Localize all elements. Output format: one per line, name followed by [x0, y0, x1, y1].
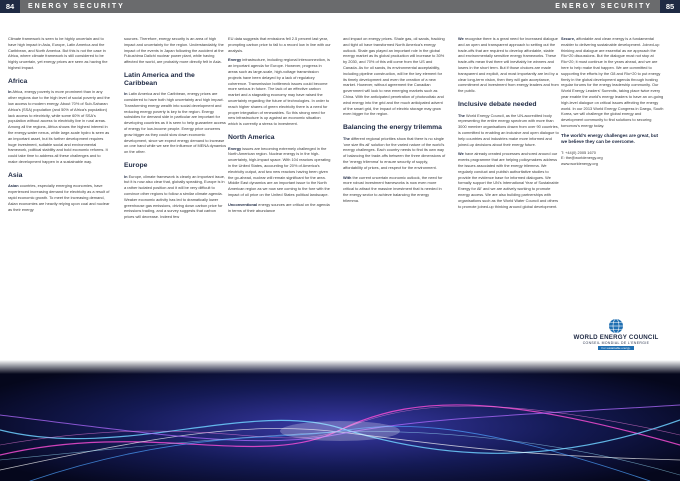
energy-security-paragraph: sources. Therefore, energy security is an area of high impact and uncertainty for the region. Understandably, the impact of the events in Japan following the accident at the Fukushima Daiichi nuclear power plant, while having affected the world, are probably more directly felt in Asia. [124, 36, 224, 65]
photo-top-fade [0, 360, 680, 400]
africa-text: Africa, energy poverty is more prominent than in any other regions due to the high level of social poverty and the low access to modern energy. About 70% of Sub-Saharan Africa's (SSA) population (and 50% of Africa's population) lack access to electricity, while some 60% of SSA's population without access to electricity live in rural areas. Among all the regions, Africa shows the highest interest in the energy-water nexus, while large-scale hydro is seen as an important asset, but its further development requires huge investment, suitable social and environmental framework, political stability and bold economic reforms. It could take time to address all these challenges and to make development happen in a sustainable way. [8, 89, 110, 164]
column-1 [8, 36, 111, 216]
africa-paragraph [8, 89, 111, 164]
globe-icon [608, 318, 624, 334]
processes-text: have already created processes anchored around our events programme that are helping policymakers address the issues associated with the energy trilemma. We regularly conduct and publish authoritative studies to provide the evidence base for informed dialogues. We formally support the UN's International Year of Sustainable Energy for All' and we are actively working to promote energy access. We are also building partnerships with organisations such as the World Water Council and others to promote joined-up thinking around global development. [458, 151, 559, 209]
processes-lead: We [458, 151, 464, 157]
column-4 [343, 36, 446, 208]
lac-paragraph [124, 91, 227, 155]
trilemma-lead: The [343, 135, 350, 141]
europe-lead: In [124, 173, 128, 179]
contact-website[interactable]: www.worldenergy.org [561, 161, 598, 167]
infrastructure-lead: Energy [228, 57, 242, 63]
asia-paragraph [8, 183, 111, 212]
energy-flow-photo [0, 360, 680, 481]
heading-asia: Asia [8, 171, 23, 179]
column-6 [561, 36, 664, 167]
heading-africa: Africa [8, 77, 28, 85]
column-2 [124, 36, 227, 224]
na-paragraph [228, 146, 331, 198]
europe-text: Europe, climate framework is clearly an important issue, but it is now also clear that, globally speaking, Europe is in a rather isolated position and it will be very difficult to convince other regions to follow a similar climate agenda. Weaker economic activity has led to dramatically lower greenhouse gas emissions, driving down carbon price for emissions trading, and a survey suggests that carbon prices will decrease. Indeed few [124, 173, 226, 220]
world-energy-council-logo [561, 318, 671, 352]
secure-text: affordable and clean energy is a fundamental enabler to delivering sustainable development. Joined-up thinking and dialogue are essential as we approach the Rio+20 discussions. But the dialogue must not stop at Rio+20; it must continue in the years ahead, and we are here to help make that happen. We are committed to supporting the efforts by the G8 and Rio+20 to put energy firmly in the global development agenda through hosting regular forums for the energy leadership community. Our World Energy Leaders' Summits, taking place twice every year enable the world's energy leaders to have an on-going high-level dialogue on critical issues affecting the energy world. In our 2013 World Energy Congress in Daegu, South Korea, we will challenge the global energy and development community to find solutions to securing tomorrow's energy today. [561, 36, 664, 128]
unconventional-lead: Unconventional [228, 201, 258, 207]
eu-data-paragraph: EU data suggests that emissions fell 2.5 percent last year, prompting carbon price to fall to a record low in line with our analysis. [228, 36, 331, 53]
running-title-left: ENERGY SECURITY [28, 3, 125, 10]
investment-lead: With [343, 174, 352, 180]
header-bar-left [0, 0, 340, 13]
dialogue-paragraph [458, 36, 561, 94]
heading-north-america: North America [228, 133, 275, 141]
wec-paragraph [458, 113, 561, 148]
heading-latin-america: Latin America and the Caribbean [124, 71, 195, 87]
secure-paragraph [561, 36, 664, 129]
page-number-right: 85 [660, 0, 680, 13]
infrastructure-text: infrastructure, including regional interconnection, is an important agenda for Europe. However, progress in areas such as large-scale, high-voltage transmission projects have been delayed by a lack of regulatory coherence. Transmission bottleneck issues could become more serious in future. The lack of an effective carbon market and a stagnating economy may have raised the uncertainty regarding the future of technologies. In order to reach higher shares of green electricity there is a need for proper integration of renewables. So this strong need for new infrastructure is up against an economic situation which is currently a stress to investment. [228, 57, 330, 127]
contact-email[interactable]: E: the@worldenergy.org [561, 155, 603, 161]
heading-inclusive-debate: Inclusive debate needed [458, 100, 537, 108]
unconventional-text: energy sources are critical on the agenda in terms of their abundance [228, 201, 330, 213]
logo-name: WORLD ENERGY COUNCIL [573, 334, 659, 341]
light-core [280, 421, 400, 441]
logo-tagline: For sustainable energy. [598, 346, 633, 350]
running-title-right: ENERGY SECURITY [555, 3, 652, 10]
dialogue-text: recognise there is a great need for increased dialogue and an open and transparent approach to setting out the trade-offs that are required to develop affordable, stable and environmentally sensitive energy frameworks. These trade-offs mean that there will inevitably be winners and losers in the short term. But if those choices are made transparent and explicit, and most importantly are led by a clear long-term vision, then they will gain acceptance, commitment and investment from energy leaders and from the public. [458, 36, 559, 94]
shale-paragraph: and impact on energy prices. Shale gas, oil sands, fracking and tight oil have transformed North America's energy outlook. Shale gas played an important role in the global energy market as its global production will increase to 30% by 2030, and 70% of this will come from the US and Canada. As for oil sands, its environmental acceptability, including pipeline construction, will be the key element for its timely development and even the creation of a new market. However, without agreement the Canadian government will look to new emerging markets such as China. With the anticipated penetration of photovoltaic and wind energy into the grid and the much anticipated advent of the smart grid, the impact of electric storage may grow even bigger for the region. [343, 36, 445, 117]
wec-text: World Energy Council, as the UN-accredited body representing the entire energy spectrum with more than 3000 member organisations drawn from over 90 countries, is committed to enabling an inclusive and open dialogue to help countries and industries make more informed and joined-up decisions about their energy future. [458, 112, 559, 147]
logo-french-name: CONSEIL MONDIAL DE L'ENERGIE [582, 341, 650, 345]
europe-paragraph [124, 174, 227, 220]
dialogue-lead: We [458, 36, 464, 41]
lac-text: Latin America and the Caribbean, energy prices are considered to have both high uncertainty and high impact. Transforming energy wealth into social development and reducing energy poverty is key to the region. Energy subsidies for demand side in particular are important for developing countries as it is seen to help guarantee access of energy for low-income people. Energy price concerns grow bigger as they could slow down economic development, since we expect energy demand to increase on one hand while we see the influence of MENA dynamics on the other. [124, 91, 227, 155]
secure-lead: Secure, [561, 36, 576, 41]
na-lead: Energy [228, 145, 242, 151]
asia-text: countries, especially emerging economies, have experienced increasing demand for electricity as a result of rapid economic growth. To meet the increasing demand, Asian economies are heavily relying upon coal and nuclear as their energy [8, 183, 110, 212]
heading-trilemma: Balancing the energy trilemma [343, 124, 442, 132]
investment-text: the current uncertain economic outlook, the need for more robust investment frameworks is now even more critical to attract the massive investment that is needed in the energy sector to achieve balancing the energy trilemma. [343, 174, 443, 203]
heading-europe: Europe [124, 161, 148, 169]
contact-phone: T: +44(0) 2005 1670 [561, 149, 596, 155]
infrastructure-paragraph [228, 57, 331, 127]
wec-lead: The [458, 112, 465, 118]
header-bar-right [340, 0, 680, 13]
lac-lead: In [124, 91, 128, 97]
column-5 [458, 36, 561, 213]
unconventional-paragraph [228, 202, 331, 214]
trilemma-paragraph [343, 136, 446, 171]
column-3 [228, 36, 331, 217]
na-text: issues are becoming extremely challenged in the North American region. Nuclear energy is in the high-uncertainty, high-impact space. With 104 reactors operating in the United States, accounting for 20% of America's electricity output, and two new reactors having been given the go-ahead, nuclear will remain significant for the area. Middle East dynamics are an important issue to the North American region as we now see coming to the fore with the impact of oil price on the United States political landscape. [228, 145, 331, 197]
highlight-quote: The world's energy challenges are great, but we believe they can be overcome. [561, 132, 659, 145]
page-number-left: 84 [0, 0, 20, 13]
energy-flow-graphic [0, 360, 680, 481]
africa-lead: In [8, 89, 12, 95]
investment-paragraph [343, 175, 446, 204]
processes-paragraph [458, 151, 561, 209]
intro-paragraph: Climate framework is seen to be highly uncertain and to have high impact in Asia, Europe, Latin America and the Caribbean, and North America. But this is not the case in Africa, where climate framework is still considered to be highly uncertain, yet energy prices are seen as having the highest impact. [8, 36, 108, 70]
asia-lead: Asian [8, 183, 19, 189]
trilemma-text: different regional priorities show that there is no single 'one size fits all' solution for the varied nature of the world's energy challenges. Each country needs to find its own way of balancing the trade-offs between the three dimensions of the 'energy trilemma' to ensure security of supply, affordability of prices, and respect for the environment. [343, 135, 446, 170]
